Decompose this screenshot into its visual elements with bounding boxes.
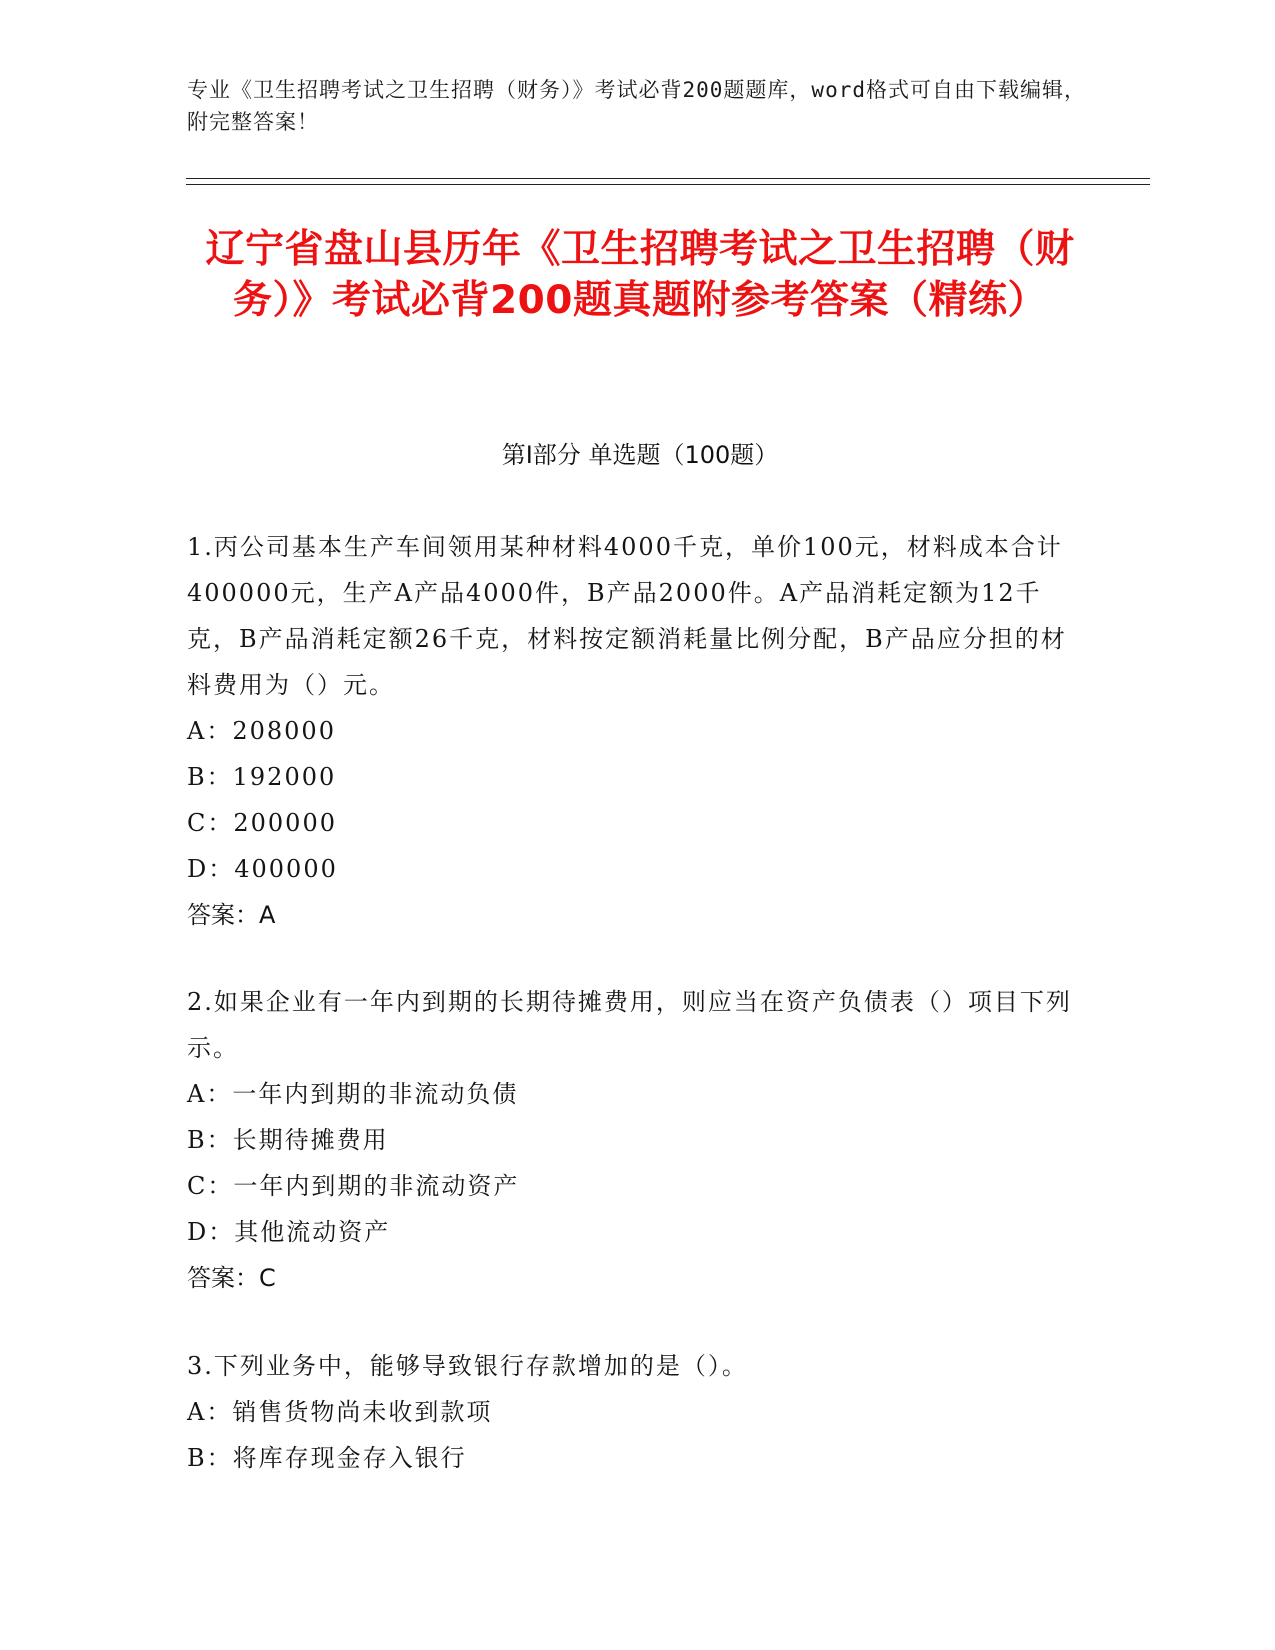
question-1: [187, 524, 1077, 938]
option-text: 一年内到期的非流动资产: [233, 1172, 520, 1200]
option-key: D：: [187, 855, 235, 883]
section-title: 第Ⅰ部分 单选题（100题）: [501, 441, 779, 469]
option-text: 400000: [234, 855, 338, 883]
option-c: [187, 1163, 1077, 1209]
option-text: 将库存现金存入银行: [232, 1444, 467, 1472]
option-text: 208000: [232, 717, 336, 745]
option-text: 长期待摊费用: [232, 1126, 389, 1154]
header-divider-bottom: [186, 184, 1150, 185]
option-text: 其他流动资产: [234, 1218, 391, 1246]
option-key: C：: [187, 1172, 234, 1200]
question-2: [187, 979, 1077, 1301]
option-b: [187, 1435, 1077, 1481]
option-d: [187, 1209, 1077, 1255]
option-text: 一年内到期的非流动负债: [232, 1080, 519, 1108]
option-key: A：: [187, 1080, 233, 1108]
option-text: 销售货物尚未收到款项: [232, 1398, 493, 1426]
option-key: C：: [187, 809, 234, 837]
option-key: D：: [187, 1218, 235, 1246]
question-stem: 2.如果企业有一年内到期的长期待摊费用，则应当在资产负债表（）项目下列示。: [187, 988, 1072, 1062]
option-text: 192000: [232, 763, 337, 791]
option-b: [187, 1117, 1077, 1163]
option-key: A：: [187, 1398, 233, 1426]
option-d: [187, 846, 1077, 892]
question-stem: 3.下列业务中，能够导致银行存款增加的是（）。: [187, 1352, 748, 1380]
answer-line: 答案：C: [187, 1264, 276, 1292]
option-a: [187, 708, 1077, 754]
header-divider-top: [186, 178, 1150, 179]
question-stem: 1.丙公司基本生产车间领用某种材料4000千克，单价100元，材料成本合计400000元，生产A产品4000件，B产品2000件。A产品消耗定额为12千克，B产品消耗定额26千克，材料按定额消耗量比例分配，B产品应分担的材料费用为（）元。: [187, 533, 1067, 699]
option-b: [187, 754, 1077, 800]
option-text: 200000: [233, 809, 337, 837]
option-key: B：: [187, 1126, 233, 1154]
option-key: A：: [187, 717, 233, 745]
option-key: B：: [187, 763, 233, 791]
option-c: [187, 800, 1077, 846]
answer-line: 答案：A: [187, 901, 276, 929]
document-title: 辽宁省盘山县历年《卫生招聘考试之卫生招聘（财务）》考试必背200题真题附参考答案（精练）: [205, 227, 1075, 323]
header-note: 专业《卫生招聘考试之卫生招聘（财务）》考试必背200题题库，word格式可自由下载编辑，附完整答案！: [187, 78, 1086, 134]
option-a: [187, 1389, 1077, 1435]
question-3: [187, 1343, 1077, 1481]
option-a: [187, 1071, 1077, 1117]
option-key: B：: [187, 1444, 233, 1472]
